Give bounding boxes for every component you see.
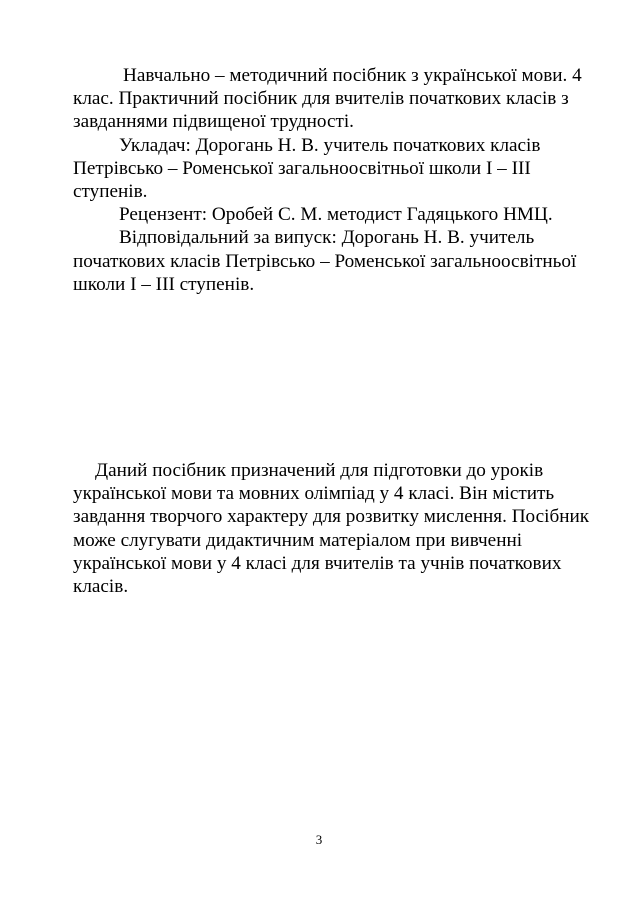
responsible-paragraph: Відповідальний за випуск: Дорогань Н. В. учитель початкових класів Петрівсько – Роменської загальноосвітньої школи І – ІІІ ступенів. <box>73 227 577 295</box>
intro-paragraph: Навчально – методичний посібник з української мови. 4 клас. Практичний посібник для вчителів початкових класів з завданнями підвищеної трудності. <box>73 65 582 133</box>
description-block <box>73 459 593 598</box>
imprint-block <box>73 64 593 296</box>
page-number: 3 <box>315 832 323 847</box>
reviewer-paragraph: Рецензент: Оробей С. М. методист Гадяцького НМЦ. <box>119 204 553 226</box>
description-paragraph: Даний посібник призначений для підготовки до уроків української мови та мовних олімпіад у 4 класі. Він містить завдання творчого характеру для розвитку мислення. Посібник може слугувати дидактичним матеріалом при вивченні української мови у 4 класі для вчителів та учнів початкових класів. <box>73 460 590 598</box>
compiler-paragraph: Укладач: Дорогань Н. В. учитель початкових класів Петрівсько – Роменської загальноосвітньої школи І – ІІІ ступенів. <box>73 134 541 203</box>
